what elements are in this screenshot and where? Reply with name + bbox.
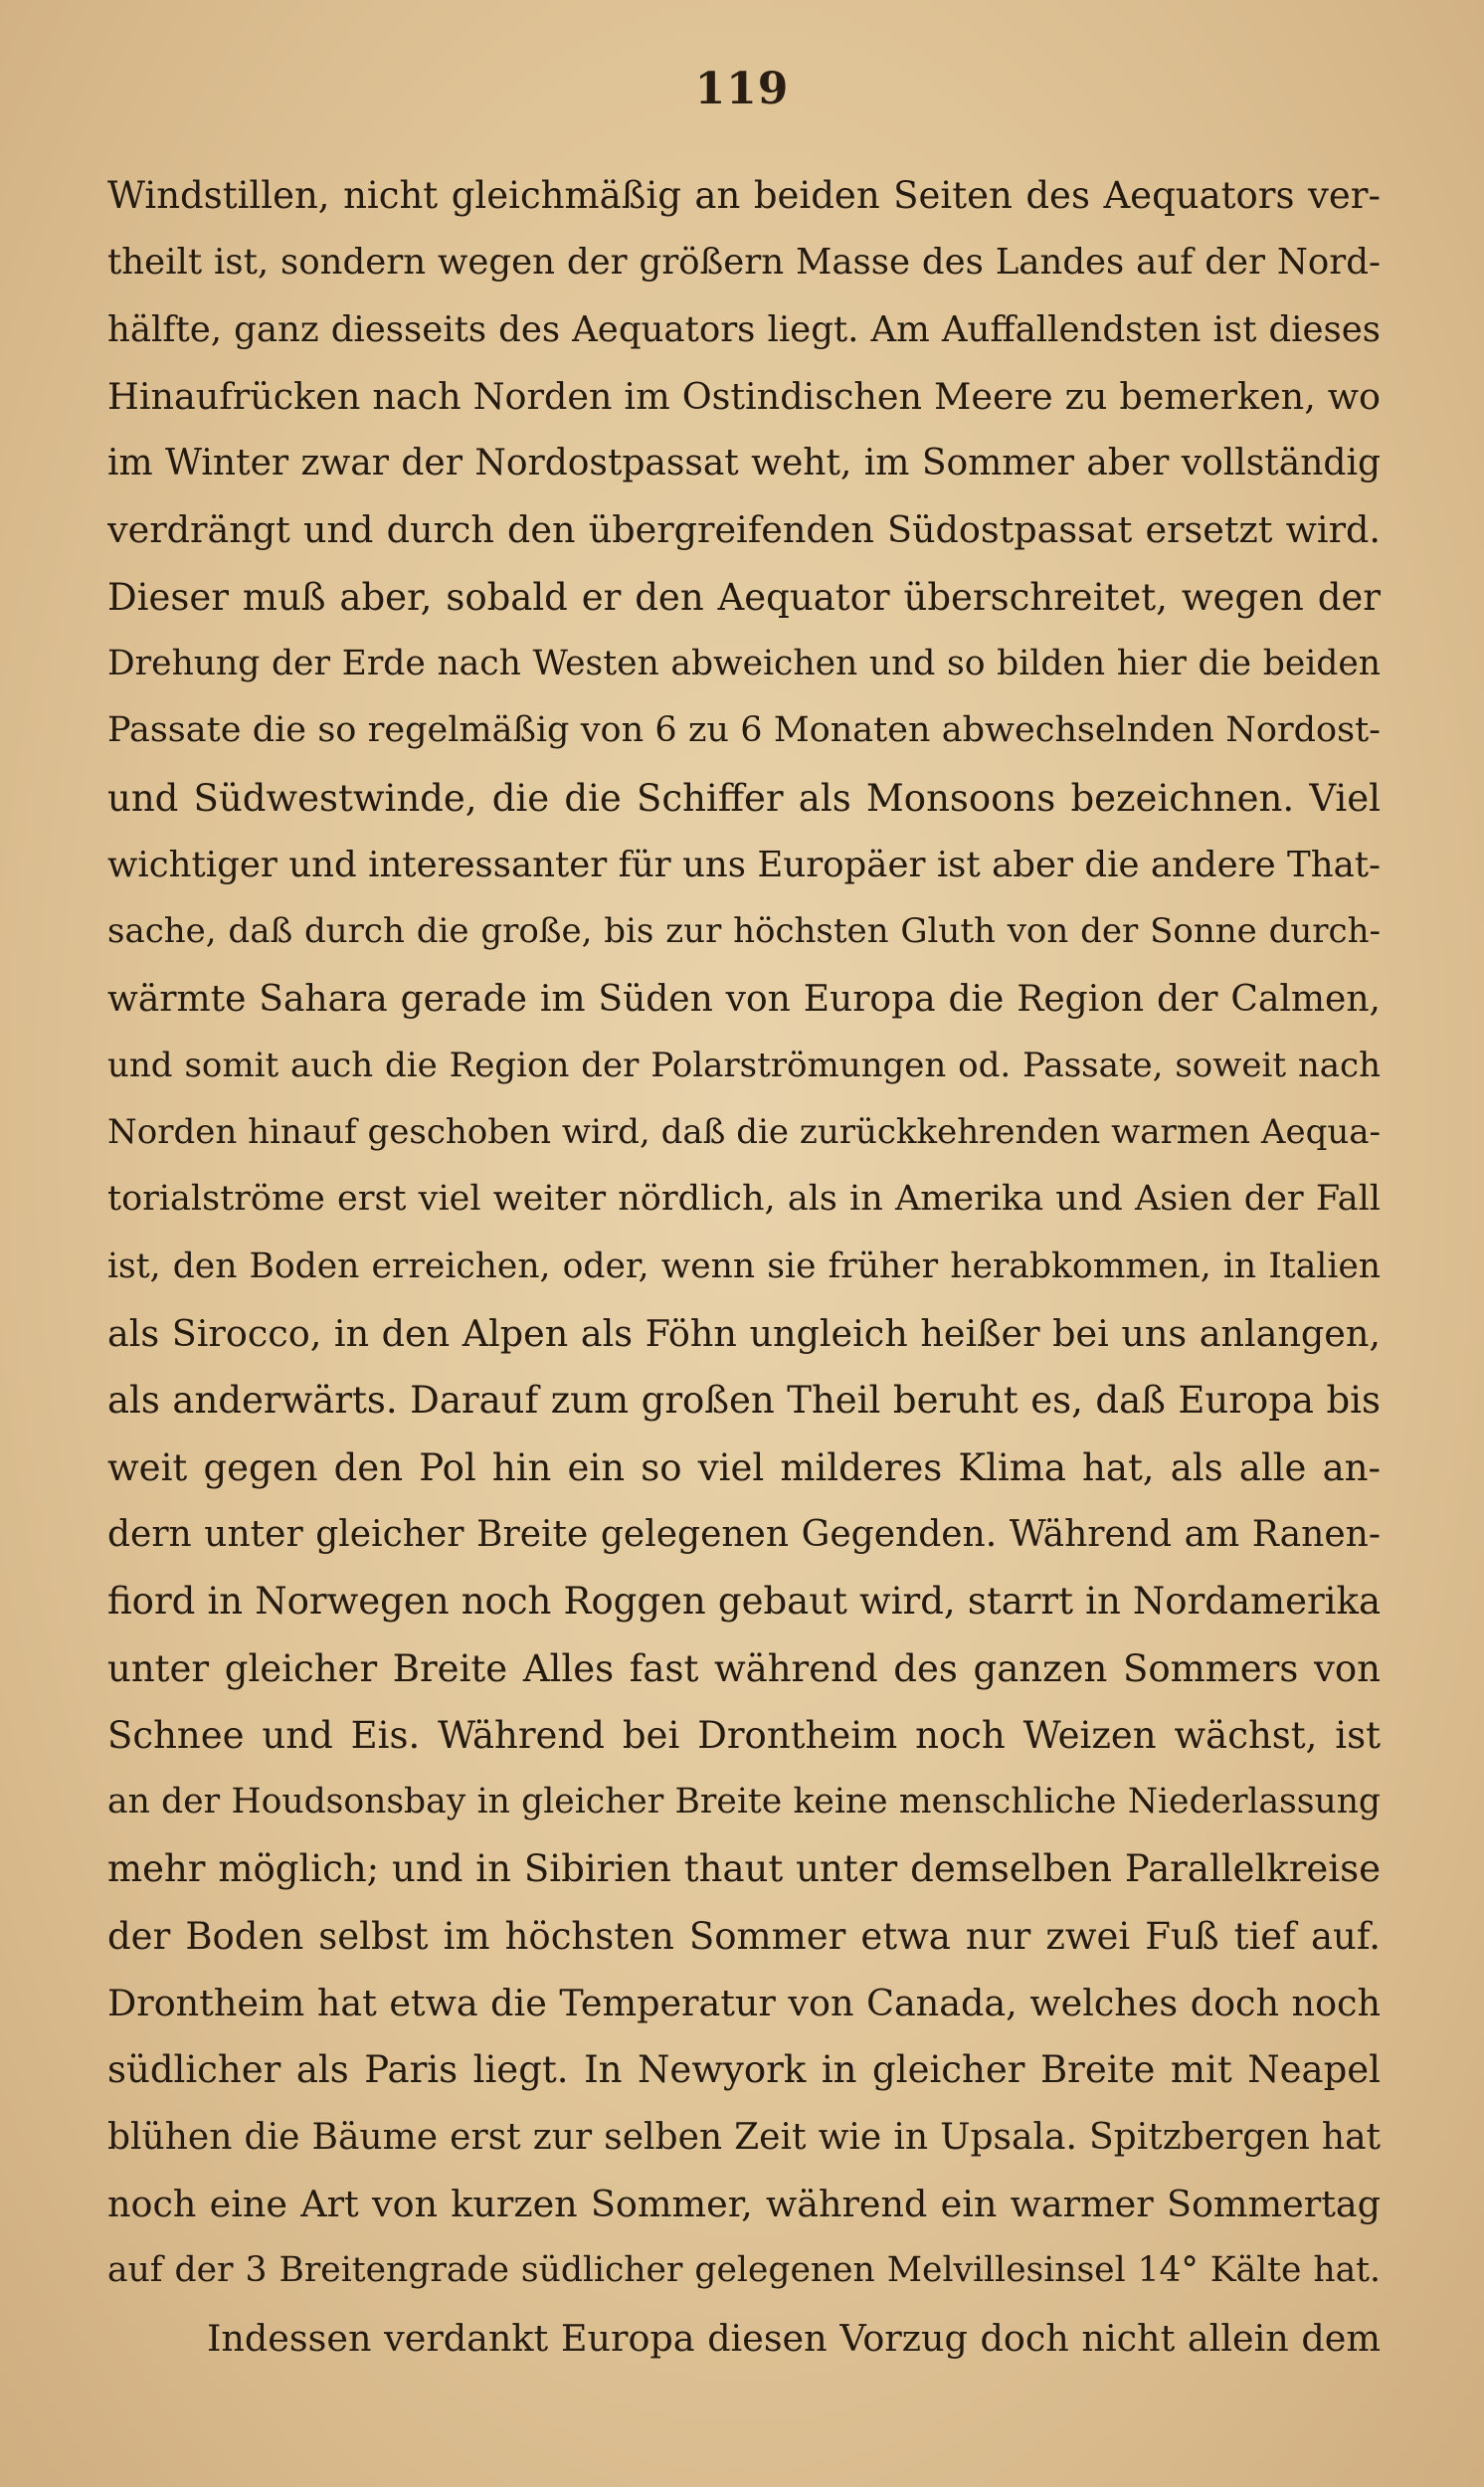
text-line: unter gleicher Breite Alles fast während des ganzen Sommers von [107, 1646, 1381, 1690]
text-line: und Südwestwinde, die die Schiffer als Monsoons bezeichnen. Viel [107, 776, 1381, 820]
text-line: fiord in Norwegen noch Roggen gebaut wird, starrt in Nordamerika [107, 1580, 1381, 1624]
text-line: als anderwärts. Darauf zum großen Theil beruht es, daß Europa bis [107, 1379, 1381, 1423]
text-line: Hinaufrücken nach Norden im Ostindischen Meere zu bemerken, wo [107, 374, 1381, 418]
text-line: Windstillen, nicht gleichmäßig an beiden Seiten des Aequators ver- [107, 174, 1381, 217]
text-line: ist, den Boden erreichen, oder, wenn sie früher herabkommen, in Italien [107, 1245, 1381, 1286]
text-line: südlicher als Paris liegt. In Newyork in gleicher Breite mit Neapel [107, 2048, 1381, 2092]
text-line: im Winter zwar der Nordostpassat weht, im Sommer aber vollständig [107, 443, 1381, 484]
text-line: blühen die Bäume erst zur selben Zeit wie in Upsala. Spitzbergen hat [107, 2116, 1381, 2158]
text-line: als Sirocco, in den Alpen als Föhn ungleich heißer bei uns anlangen, [107, 1312, 1381, 1356]
text-line: der Boden selbst im höchsten Sommer etwa nur zwei Fuß tief auf. [107, 1914, 1381, 1958]
text-line: Dieser muß aber, sobald er den Aequator überschreitet, wegen der [107, 575, 1381, 619]
text-line: Drontheim hat etwa die Temperatur von Canada, welches doch noch [107, 1982, 1381, 2025]
text-line: auf der 3 Breitengrade südlicher gelegenen Melvillesinsel 14° Kälte hat. [107, 2250, 1381, 2291]
body-text [107, 162, 1381, 2372]
text-line: Indessen verdankt Europa diesen Vorzug doch nicht allein dem [207, 2316, 1381, 2360]
text-line: wärmte Sahara gerade im Süden von Europa die Region der Calmen, [107, 978, 1381, 1020]
text-line: sache, daß durch die große, bis zur höchsten Gluth von der Sonne durch- [107, 911, 1381, 952]
text-line: und somit auch die Region der Polarströmungen od. Passate, soweit nach [107, 1045, 1381, 1085]
text-line: torialströme erst viel weiter nördlich, als in Amerika und Asien der Fall [107, 1179, 1381, 1220]
text-line: Drehung der Erde nach Westen abweichen und so bilden hier die beiden [107, 644, 1381, 684]
text-line: dern unter gleicher Breite gelegenen Gegenden. Während am Ranen- [107, 1513, 1381, 1555]
text-line: wichtiger und interessanter für uns Europäer ist aber die andere That- [107, 844, 1381, 885]
text-line: noch eine Art von kurzen Sommer, während ein warmer Sommertag [107, 2182, 1381, 2225]
text-line: verdrängt und durch den übergreifenden Südostpassat ersetzt wird. [107, 508, 1381, 552]
text-line: hälfte, ganz diesseits des Aequators liegt. Am Auffallendsten ist dieses [107, 308, 1381, 350]
text-line: an der Houdsonsbay in gleicher Breite keine menschliche Niederlassung [107, 1782, 1381, 1822]
text-line: theilt ist, sondern wegen der größern Masse des Landes auf der Nord- [107, 242, 1381, 284]
text-line: Passate die so regelmäßig von 6 zu 6 Monaten abwechselnden Nordost- [107, 710, 1381, 751]
page-number: 119 [694, 64, 790, 114]
text-line: mehr möglich; und in Sibirien thaut unter demselben Parallelkreise [107, 1847, 1381, 1891]
text-line: weit gegen den Pol hin ein so viel milderes Klima hat, als alle an- [107, 1445, 1381, 1489]
text-line: Norden hinauf geschoben wird, daß die zurückkehrenden warmen Aequa- [107, 1112, 1381, 1153]
text-line: Schnee und Eis. Während bei Drontheim noch Weizen wächst, ist [107, 1713, 1381, 1757]
